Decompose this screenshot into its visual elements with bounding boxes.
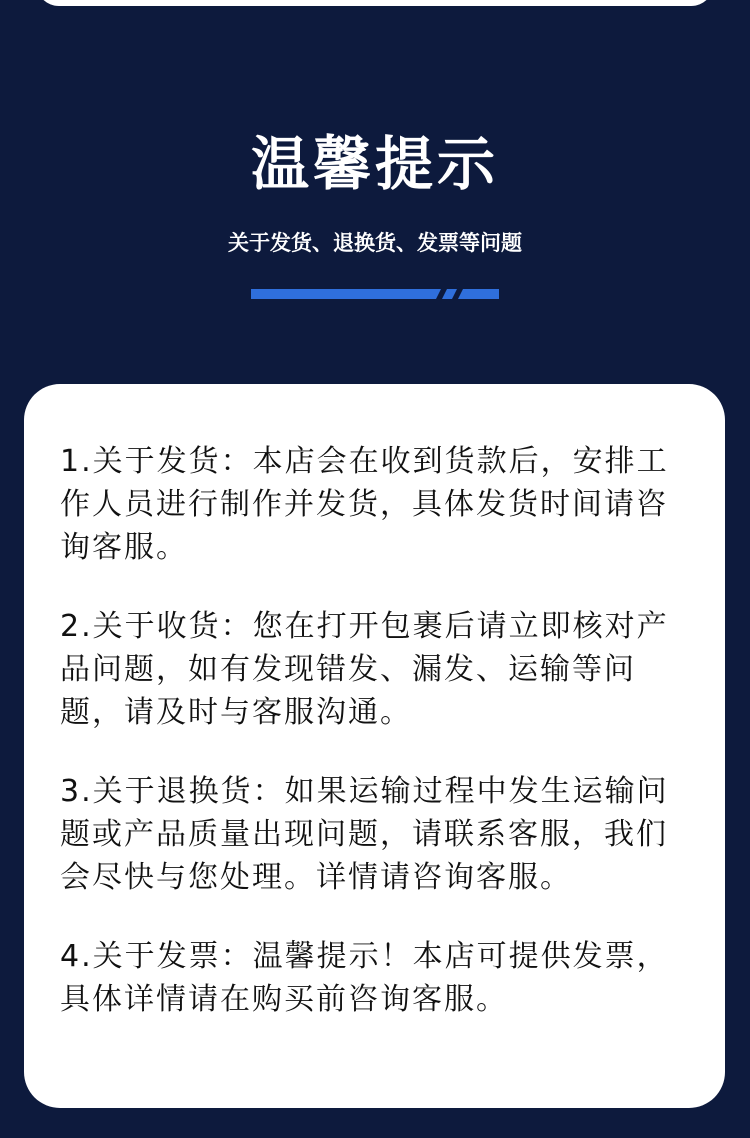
notice-item-shipping: 1.关于发货：本店会在收到货款后，安排工作人员进行制作并发货，具体发货时间请咨询客服。 [60, 444, 669, 565]
page-title: 温馨提示 [250, 130, 499, 198]
notice-item-receiving: 2.关于收货：您在打开包裹后请立即核对产品问题，如有发现错发、漏发、运输等问题，请及时与客服沟通。 [60, 609, 669, 730]
notice-item-invoice: 4.关于发票：温馨提示！本店可提供发票，具体详情请在购买前咨询客服。 [60, 939, 669, 1017]
title-divider [251, 289, 499, 299]
top-card-edge [36, 0, 714, 6]
page-subtitle: 关于发货、退换货、发票等问题 [228, 231, 522, 255]
notice-list [60, 440, 680, 1057]
notice-item-returns: 3.关于退换货：如果运输过程中发生运输问题或产品质量出现问题，请联系客服，我们会尽快与您处理。详情请咨询客服。 [60, 774, 669, 895]
notice-card [24, 384, 725, 1108]
